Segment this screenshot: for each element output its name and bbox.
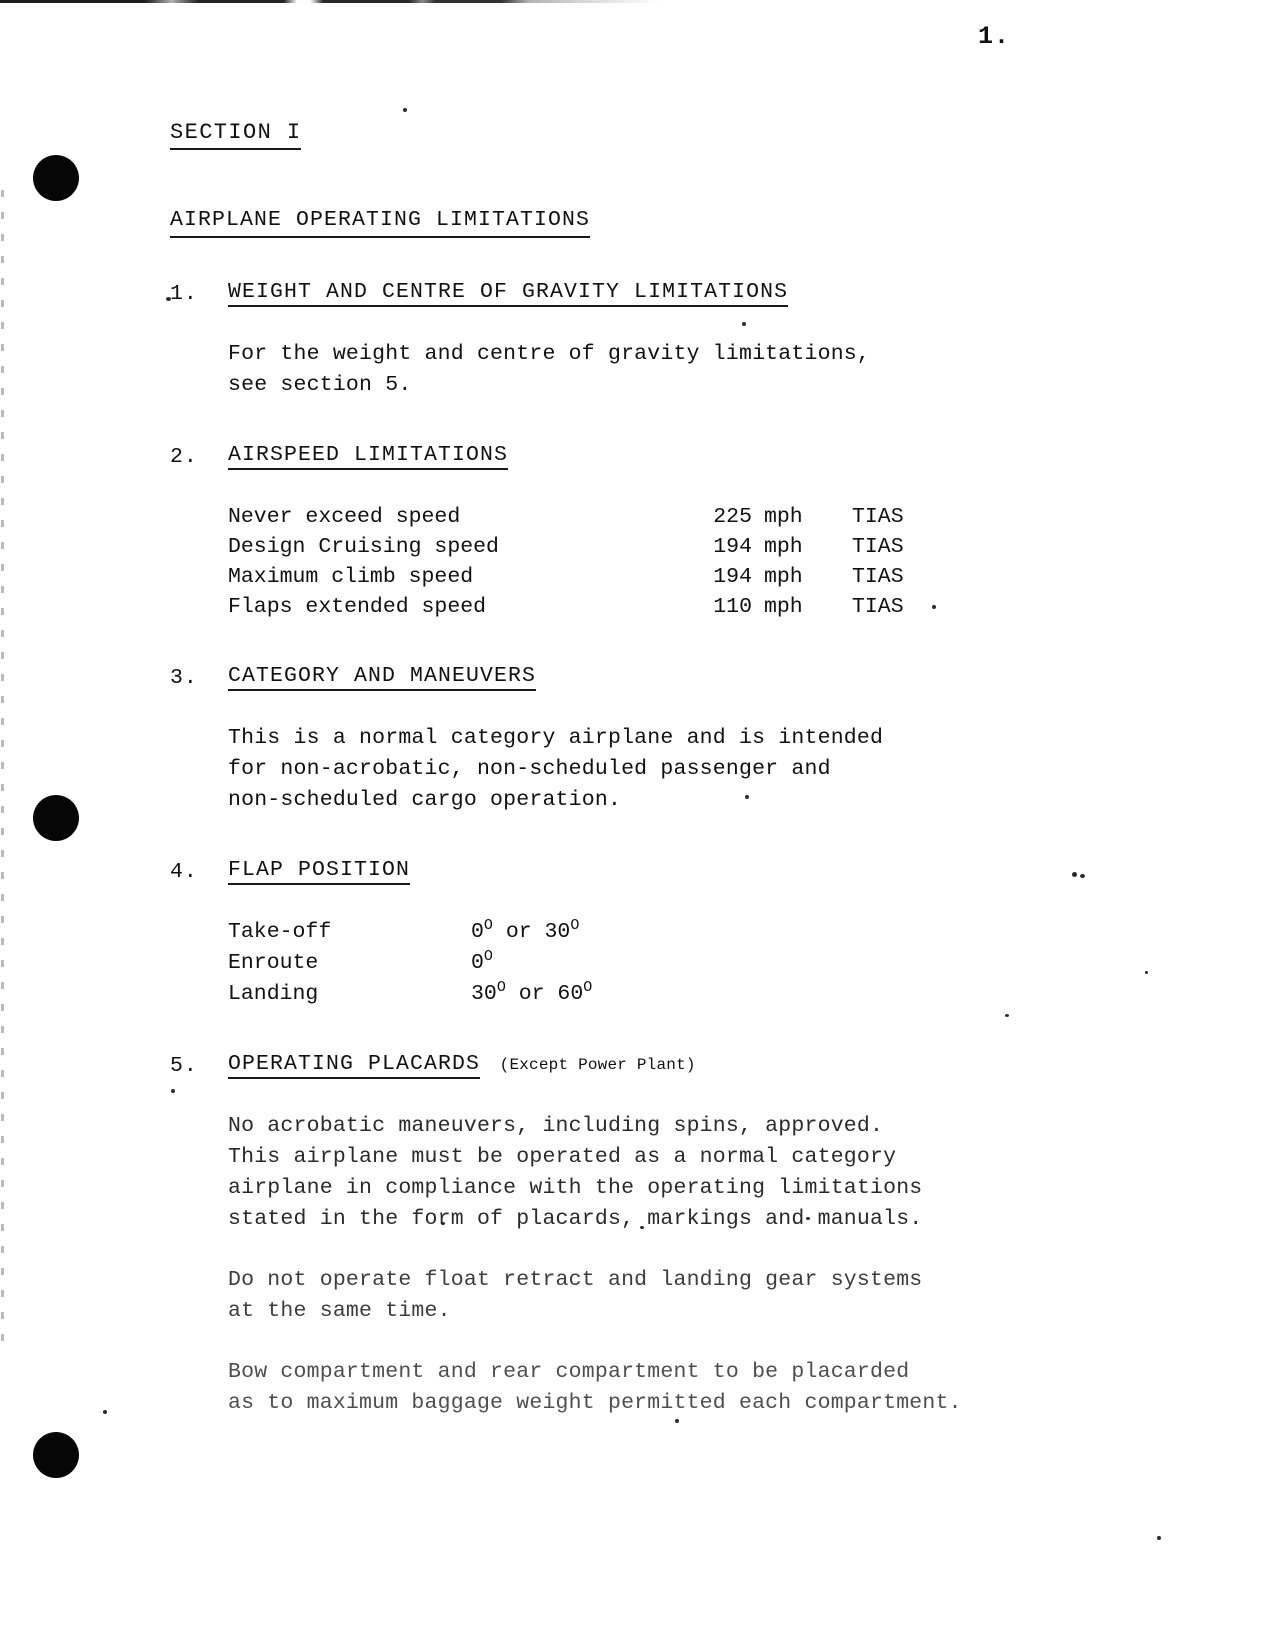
flap-phase: Take-off (228, 920, 332, 944)
limitation-item-4 (170, 858, 1070, 887)
degree-symbol: O (570, 916, 580, 934)
scan-speck (675, 1419, 679, 1423)
body-line: Bow compartment and rear compartment to be placarded (228, 1360, 910, 1384)
flap-phase: Enroute (228, 951, 319, 975)
page-number: 1. (978, 22, 1011, 51)
speed-unit: mph (764, 535, 803, 559)
item-5-paragraph-3 (228, 1357, 1070, 1419)
item-heading: AIRSPEED LIMITATIONS (228, 443, 508, 470)
flap-position-table (228, 917, 592, 1010)
item-heading-wrap (228, 443, 1070, 470)
limitation-item-3 (170, 664, 1070, 693)
body-line: For the weight and centre of gravity limitations, (228, 342, 871, 366)
document-body (170, 118, 1070, 1419)
scan-speck (1080, 874, 1085, 878)
item-heading: OPERATING PLACARDS (228, 1052, 480, 1079)
body-line: Do not operate float retract and landing gear systems (228, 1268, 923, 1292)
body-line: This airplane must be operated as a normal category (228, 1145, 897, 1169)
body-line: airplane in compliance with the operating limitations (228, 1176, 923, 1200)
scan-speck (403, 108, 407, 112)
speed-label: Design Cruising speed (228, 535, 499, 559)
document-title-row (170, 206, 1070, 238)
scan-edge-artifact-top (0, 0, 660, 3)
table-row (228, 917, 592, 948)
speed-reference: TIAS (852, 535, 904, 559)
airspeed-limitations-table (228, 502, 904, 622)
flap-setting: $30^O$ or $60^O$ (471, 978, 593, 1006)
speed-unit: mph (764, 565, 803, 589)
limitation-item-5 (170, 1052, 1070, 1081)
item-heading: CATEGORY AND MANEUVERS (228, 664, 536, 691)
flap-setting: $0^O$ or $30^O$ (471, 916, 580, 944)
speed-reference: TIAS (852, 505, 904, 529)
table-row (228, 948, 592, 979)
flap-phase: Landing (228, 982, 319, 1006)
table-row (228, 592, 904, 622)
table-row (228, 562, 904, 592)
limitation-item-2 (170, 443, 1070, 472)
section-label-row (170, 118, 1070, 150)
speed-value: 110 (713, 595, 752, 619)
body-line: This is a normal category airplane and is intended (228, 726, 884, 750)
degree-symbol: O (483, 947, 493, 965)
item-number: 5. (170, 1054, 198, 1078)
document-title: AIRPLANE OPERATING LIMITATIONS (170, 206, 590, 238)
item-number: 4. (170, 860, 198, 884)
item-heading-suffix (480, 1056, 500, 1074)
body-line: at the same time. (228, 1299, 451, 1323)
body-line: as to maximum baggage weight permitted each compartment. (228, 1391, 962, 1415)
degree-symbol: O (483, 916, 493, 934)
degree-symbol: O (496, 978, 506, 996)
binder-hole-punch-top (33, 155, 79, 201)
speed-unit: mph (764, 595, 803, 619)
section-label: SECTION I (170, 118, 301, 150)
speed-reference: TIAS (852, 565, 904, 589)
degree-symbol: O (583, 978, 593, 996)
item-5-paragraph-1 (228, 1111, 1070, 1235)
item-number: 1. (170, 282, 198, 306)
table-row (228, 979, 592, 1010)
speed-label: Never exceed speed (228, 505, 461, 529)
item-number: 2. (170, 445, 198, 469)
table-row (228, 532, 904, 562)
item-heading: FLAP POSITION (228, 858, 410, 885)
speed-value: 225 (713, 505, 752, 529)
scan-speck (103, 1410, 107, 1414)
item-heading-wrap (228, 1052, 1070, 1079)
speed-reference: TIAS (852, 595, 904, 619)
speed-value: 194 (713, 565, 752, 589)
speed-label: Maximum climb speed (228, 565, 474, 589)
body-line: see section 5. (228, 373, 412, 397)
item-1-body (228, 339, 1070, 401)
speed-label: Flaps extended speed (228, 595, 487, 619)
binder-hole-punch-middle (33, 795, 79, 841)
body-line: stated in the form of placards, markings and manuals. (228, 1207, 923, 1231)
binder-hole-punch-bottom (33, 1432, 79, 1478)
speed-value: 194 (713, 535, 752, 559)
body-line: for non-acrobatic, non-scheduled passenger and (228, 757, 831, 781)
item-heading: WEIGHT AND CENTRE OF GRAVITY LIMITATIONS (228, 280, 788, 307)
scan-edge-artifact-left (1, 190, 4, 1350)
body-line: No acrobatic maneuvers, including spins, approved. (228, 1114, 884, 1138)
scan-speck (1145, 971, 1148, 974)
item-heading-suffix-text: (Except Power Plant) (499, 1056, 696, 1074)
item-heading-wrap (228, 664, 1070, 691)
item-heading-wrap (228, 858, 1070, 885)
body-line: non-scheduled cargo operation. (228, 788, 622, 812)
item-3-body (228, 723, 1070, 816)
scan-speck (1157, 1536, 1161, 1540)
item-heading-wrap (228, 280, 1070, 307)
limitation-item-1 (170, 280, 1070, 309)
speed-unit: mph (764, 505, 803, 529)
table-row (228, 502, 904, 532)
flap-setting: $0^O$ (471, 947, 493, 975)
item-number: 3. (170, 666, 198, 690)
item-5-paragraph-2 (228, 1265, 1070, 1327)
scan-speck (1072, 872, 1077, 877)
